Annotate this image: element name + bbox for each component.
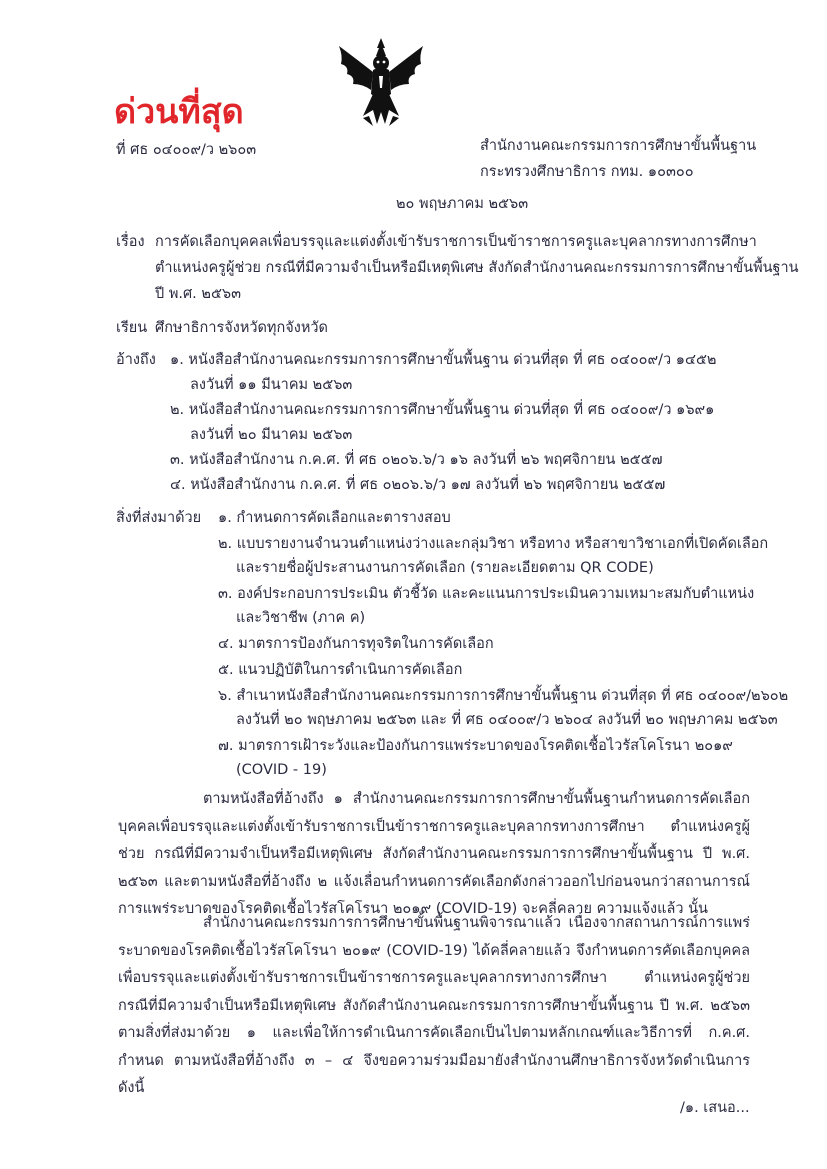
references-label: อ้างถึง xyxy=(116,352,156,368)
reference-item: ๓. หนังสือสำนักงาน ก.ค.ศ. ที่ ศธ ๐๒๐๖.๖/ว ๑๖ ลงวันที่ ๒๖ พฤศจิกายน ๒๕๕๗ xyxy=(170,452,663,468)
subject-label: เรื่อง xyxy=(116,234,145,250)
reference-item: ๔. หนังสือสำนักงาน ก.ค.ศ. ที่ ศธ ๐๒๐๖.๖/ว ๑๗ ลงวันที่ ๒๖ พฤศจิกายน ๒๕๕๗ xyxy=(170,477,666,493)
enclosure-item: และวิชาชีพ (ภาค ค) xyxy=(236,610,366,626)
subject-line: การคัดเลือกบุคคลเพื่อบรรจุและแต่งตั้งเข้ารับราชการเป็นข้าราชการครูและบุคลากรทางการศึกษา xyxy=(155,234,757,250)
enclosure-item: ๗. มาตรการเฝ้าระวังและป้องกันการแพร่ระบาดของโรคติดเชื้อไวรัสโคโรนา ๒๐๑๙ xyxy=(218,738,733,754)
enclosure-item: ลงวันที่ ๒๐ พฤษภาคม ๒๕๖๓ และ ที่ ศธ ๐๔๐๐๙/ว ๒๖๐๔ ลงวันที่ ๒๐ พฤษภาคม ๒๕๖๓ xyxy=(236,712,778,728)
body-paragraph xyxy=(118,786,750,924)
enclosure-item: ๒. แบบรายงานจำนวนตำแหน่งว่างและกลุ่มวิชา หรือทาง หรือสาขาวิชาเอกที่เปิดคัดเลือก xyxy=(218,536,769,552)
reference-item: ๒. หนังสือสำนักงานคณะกรรมการการศึกษาขั้นพื้นฐาน ด่วนที่สุด ที่ ศธ ๐๔๐๐๙/ว ๑๖๙๑ xyxy=(170,402,715,418)
office-address: กระทรวงศึกษาธิการ กทม. ๑๐๓๐๐ xyxy=(480,164,694,180)
office-name: สำนักงานคณะกรรมการการศึกษาขั้นพื้นฐาน xyxy=(480,138,757,154)
reference-item: ลงวันที่ ๑๑ มีนาคม ๒๕๖๓ xyxy=(190,377,353,393)
document-number: ที่ ศธ ๐๔๐๐๙/ว ๒๖๐๓ xyxy=(116,142,257,158)
enclosure-item: ๔. มาตรการป้องกันการทุจริตในการคัดเลือก xyxy=(218,636,494,652)
reference-item: ๑. หนังสือสำนักงานคณะกรรมการการศึกษาขั้นพื้นฐาน ด่วนที่สุด ที่ ศธ ๐๔๐๐๙/ว ๑๔๕๒ xyxy=(170,352,717,368)
subject-line: ตำแหน่งครูผู้ช่วย กรณีที่มีความจำเป็นหรือมีเหตุพิเศษ สังกัดสำนักงานคณะกรรมการการศึกษาขั้นพื้นฐาน xyxy=(155,260,799,276)
body-paragraph-text: สำนักงานคณะกรรมการการศึกษาขั้นพื้นฐานพิจารณาแล้ว เนื่องจากสถานการณ์การแพร่ระบาดของโรคติดเชื้อไวรัสโคโรนา ๒๐๑๙ (COVID-19) ได้คลี่คลายแล้ว จึงกำหนดการคัดเลือกบุคคลเพื่อบรรจุและแต่งตั้งเข้ารับราชการเป็นข้าราชการครูและบุคลากรทางการศึกษา ตำแหน่งครูผู้ช่วย กรณีที่มีความจำเป็นหรือมีเหตุพิเศษ สังกัดสำนักงานคณะกรรมการการศึกษาขั้นพื้นฐาน ปี พ.ศ. ๒๕๖๓ ตามสิ่งที่ส่งมาด้วย ๑ และเพื่อให้การดำเนินการคัดเลือกเป็นไปตามหลักเกณฑ์และวิธีการที่ ก.ค.ศ. กำหนด ตามหนังสือที่อ้างถึง ๓ – ๔ จึงขอความร่วมมือมายังสำนักงานศึกษาธิการจังหวัดดำเนินการ ดังนี้ xyxy=(118,915,750,1096)
subject-line: ปี พ.ศ. ๒๕๖๓ xyxy=(155,286,242,302)
enclosure-item: ๖. สำเนาหนังสือสำนักงานคณะกรรมการการศึกษาขั้นพื้นฐาน ด่วนที่สุด ที่ ศธ ๐๔๐๐๙/๒๖๐๒ xyxy=(218,688,789,704)
urgency-stamp: ด่วนที่สุด xyxy=(114,92,244,132)
garuda-emblem-icon xyxy=(333,36,429,132)
continuation-marker: /๑. เสนอ... xyxy=(680,1100,750,1116)
recipient-label: เรียน xyxy=(116,320,148,336)
enclosures-label: สิ่งที่ส่งมาด้วย xyxy=(116,510,202,526)
recipient: ศึกษาธิการจังหวัดทุกจังหวัด xyxy=(155,320,328,336)
enclosure-item: ๓. องค์ประกอบการประเมิน ตัวชี้วัด และคะแนนการประเมินความเหมาะสมกับตำแหน่ง xyxy=(218,586,755,602)
reference-item: ลงวันที่ ๒๐ มีนาคม ๒๕๖๓ xyxy=(190,427,353,443)
enclosure-item: ๑. กำหนดการคัดเลือกและตารางสอบ xyxy=(218,510,451,526)
enclosure-item: (COVID - 19) xyxy=(236,762,327,778)
enclosure-item: ๕. แนวปฏิบัติในการดำเนินการคัดเลือก xyxy=(218,662,463,678)
document-date: ๒๐ พฤษภาคม ๒๕๖๓ xyxy=(396,196,529,212)
body-paragraph xyxy=(118,910,750,1103)
enclosure-item: และรายชื่อผู้ประสานงานการคัดเลือก (รายละเอียดตาม QR CODE) xyxy=(236,560,654,576)
body-paragraph-text: ตามหนังสือที่อ้างถึง ๑ สำนักงานคณะกรรมการการศึกษาขั้นพื้นฐานกำหนดการคัดเลือกบุคคลเพื่อบรรจุและแต่งตั้งเข้ารับราชการเป็นข้าราชการครูและบุคลากรทางการศึกษา ตำแหน่งครูผู้ช่วย กรณีที่มีความจำเป็นหรือมีเหตุพิเศษ สังกัดสำนักงานคณะกรรมการการศึกษาขั้นพื้นฐาน ปี พ.ศ. ๒๕๖๓ และตามหนังสือที่อ้างถึง ๒ แจ้งเลื่อนกำหนดการคัดเลือกดังกล่าวออกไปก่อนจนกว่าสถานการณ์การแพร่ระบาดของโรคติดเชื้อไวรัสโคโรนา ๒๐๑๙ (COVID-19) จะคลี่คลาย ความแจ้งแล้ว นั้น xyxy=(118,791,750,917)
